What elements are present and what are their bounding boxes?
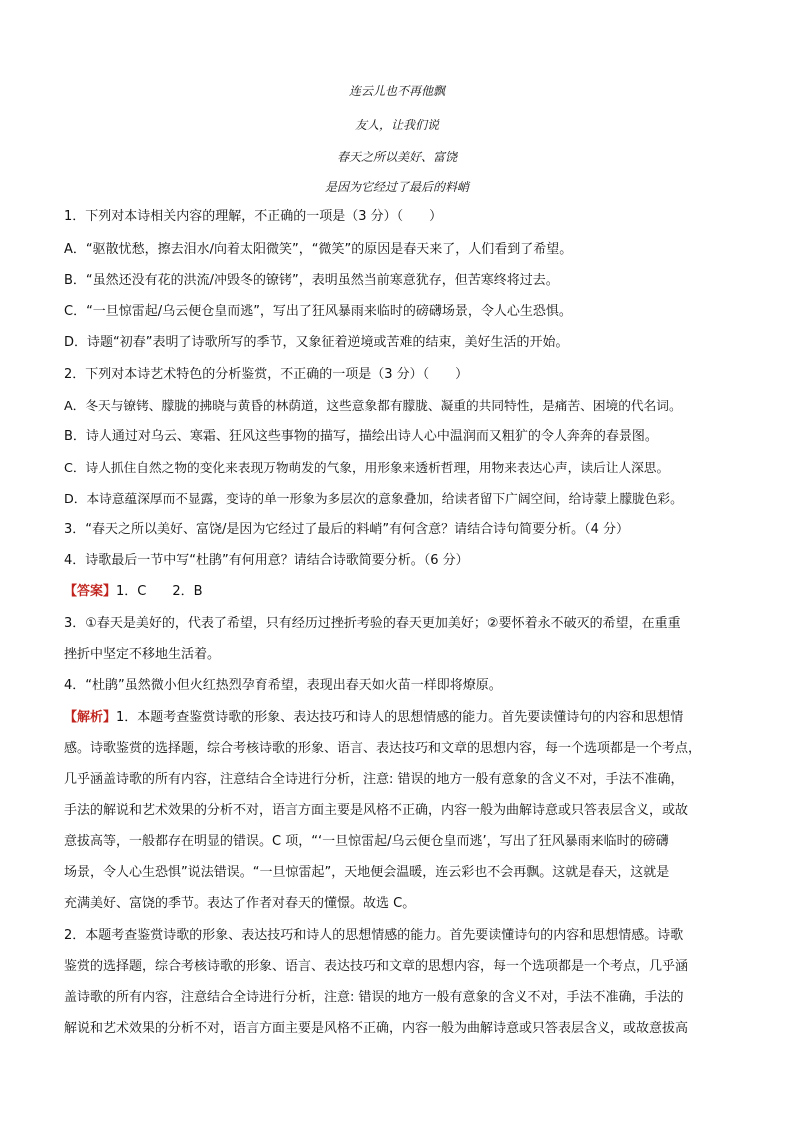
q2-option-a: A．冬天与镣铐、朦胧的拂晓与黄昏的林荫道，这些意象都有朦胧、凝重的共同特性，是痛苦、困境的代名词。 [64,398,682,413]
analysis-p1-line: 场景，令人心生恐惧”说法错误。“一旦惊雷起”，天地便会温暖，连云彩也不会再飘。这就是春天，这就是 [64,865,670,880]
analysis-p1-line: 充满美好、富饶的季节。表达了作者对春天的懂憬。故选 C。 [64,896,416,911]
q2-option-b: B．诗人通过对乌云、寒霜、狂风这些事物的描写，描绘出诗人心中温润而又粗犷的令人奔奔的春景图。 [64,429,658,444]
analysis-p1-line: 几乎涵盖诗歌的所有内容，注意结合全诗进行分析，注意: 错误的地方一般有意象的含义不对，手法不准确， [64,772,684,787]
poem-line: 春天之所以美好、富饶 [336,150,457,164]
answer-3-line-2: 挫折中坚定不移地生活着。 [64,647,221,662]
answer-tag: 【答案】 [64,584,117,599]
analysis-p1-line: 手法的解说和艺术效果的分析不对，语言方面主要是风格不正确，内容一般为曲解诗意或只答表层含义，或故 [64,803,689,818]
analysis-p1-line: 意拔高等，一般都存在明显的错误。C 项，“‘一旦惊雷起/乌云便仓皇而逃’，写出了狂风暴雨来临时的磅礴 [64,834,669,849]
answer-choices: 1．C 2．B [116,584,203,599]
analysis-p1-first: 1．本题考查鉴赏诗歌的形象、表达技巧和诗人的思想情感的能力。首先要读懂诗句的内容和思想情 [116,710,684,725]
q2-option-d: D．本诗意蕴深厚而不显露，变诗的单一形象为多层次的意象叠加，给读者留下广阔空间，给诗蒙上朦胧色彩。 [64,491,683,506]
q1-option-a: A．“驱散忧愁，擦去泪水/向着太阳微笑”，“微笑”的原因是春天来了，人们看到了希望。 [64,242,573,257]
answer-4: 4．“杜鹃”虽然微小但火红热烈孕育希望，表现出春天如火苗一样即将燎原。 [64,678,502,693]
analysis-first-line [64,709,683,727]
poem-line: 是因为它经过了最后的料峭 [324,180,469,194]
question-3: 3．“春天之所以美好、富饶/是因为它经过了最后的料峭”有何含意？请结合诗句简要分析。（4 分） [64,522,630,537]
question-2-stem: 2．下列对本诗艺术特色的分析鉴赏，不正确的一项是（3 分）（ ） [64,367,469,382]
q1-option-d: D．诗题“初春”表明了诗歌所写的季节，又象征着逆境或苦难的结束，美好生活的开始。 [64,335,569,350]
analysis-p2-line: 2．本题考查鉴赏诗歌的形象、表达技巧和诗人的思想情感的能力。首先要读懂诗句的内容和思想情感。诗歌 [64,928,684,943]
poem-line: 连云儿也不再他飘 [348,84,445,98]
analysis-tag: 【解析】 [64,710,117,725]
analysis-p2-line: 盖诗歌的所有内容，注意结合全诗进行分析，注意: 错误的地方一般有意象的含义不对，手法不准确，手法的 [64,990,684,1005]
analysis-p1-line: 感。诗歌鉴赏的选择题，综合考核诗歌的形象、语言、表达技巧和文章的思想内容，每一个选项都是一个考点， [64,741,702,756]
question-1-stem: 1．下列对本诗相关内容的理解，不正确的一项是（3 分）（ ） [64,209,443,224]
q1-option-b: B．“虽然还没有花的洪流/冲毁冬的镣铐”，表明虽然当前寒意犹存，但苦寒终将过去。 [64,273,559,288]
answer-line [64,583,203,601]
question-4: 4．诗歌最后一节中写“杜鹃”有何用意？请结合诗歌简要分析。（6 分） [64,553,469,568]
analysis-p2-line: 解说和艺术效果的分析不对，语言方面主要是风格不正确，内容一般为曲解诗意或只答表层含义，或故意拔高 [64,1021,689,1036]
poem-line: 友人，让我们说 [354,118,439,132]
answer-3-line-1: 3．①春天是美好的，代表了希望，只有经历过挫折考验的春天更加美好；②要怀着永不破灭的希望，在重重 [64,616,681,631]
q2-option-c: C．诗人抓住自然之物的变化来表现万物萌发的气象，用形象来透析哲理，用物来表达心声，读后让人深思。 [64,460,670,475]
q1-option-c: C．“一旦惊雷起/乌云便仓皇而逃”，写出了狂风暴雨来临时的磅礴场景，令人心生恐惧。 [64,304,572,319]
analysis-p2-line: 鉴赏的选择题，综合考核诗歌的形象、语言、表达技巧和文章的思想内容，每一个选项都是一个考点，几乎涵 [64,959,689,974]
